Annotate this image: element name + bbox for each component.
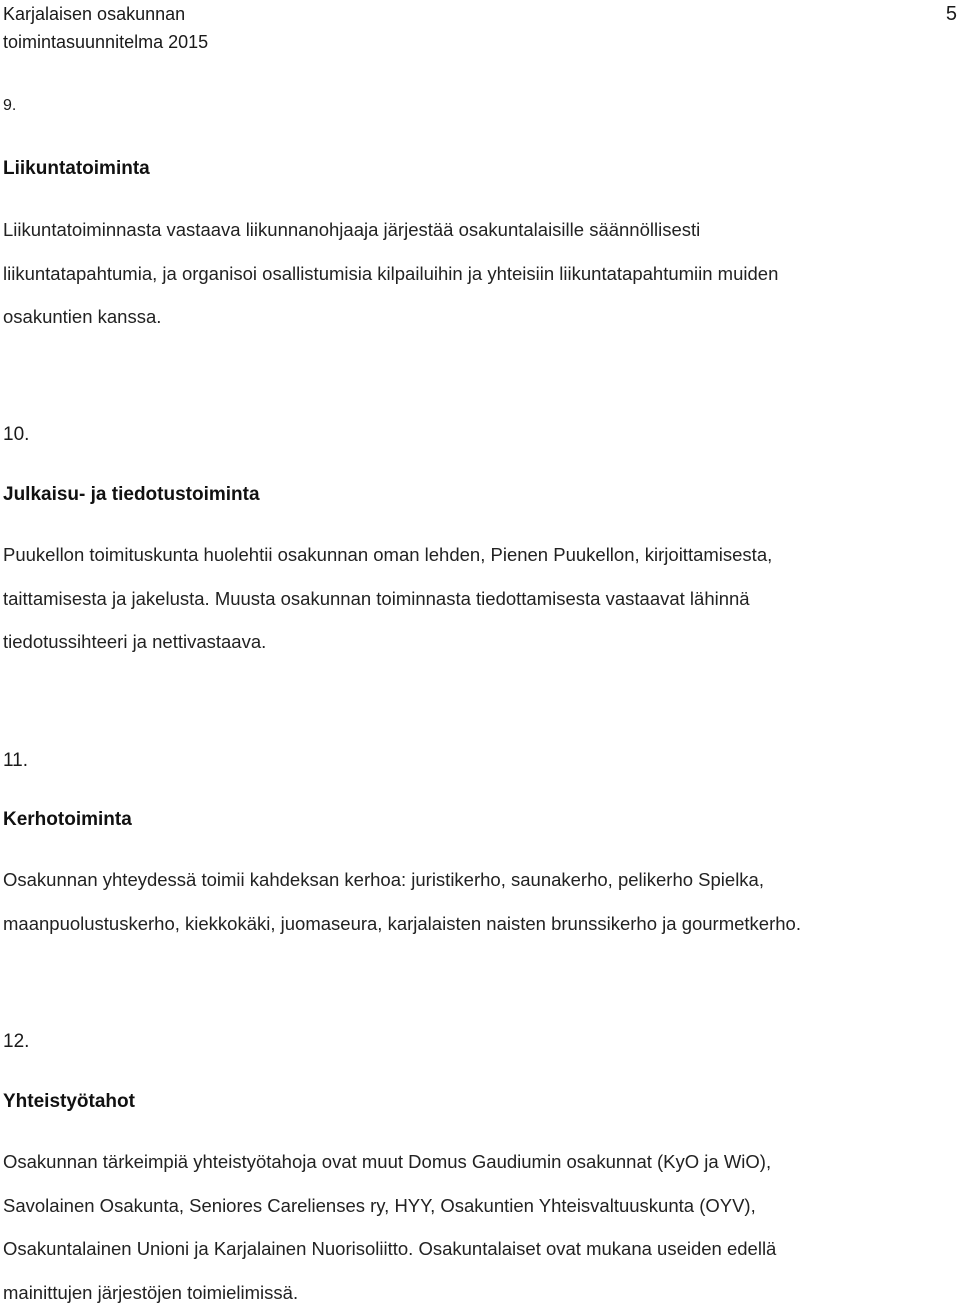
- section-paragraph: [3, 533, 953, 664]
- paragraph-line: taittamisesta ja jakelusta. Muusta osakunnan toiminnasta tiedottamisesta vastaavat lähinnä: [3, 577, 953, 621]
- paragraph-line: Liikuntatoiminnasta vastaava liikunnanohjaaja järjestää osakuntalaisille säännöllisesti: [3, 208, 953, 252]
- section-heading: Liikuntatoiminta: [3, 157, 953, 181]
- header-doc-title: toimintasuunnitelma 2015: [3, 28, 208, 56]
- section-number: 9.: [3, 97, 953, 115]
- paragraph-line: osakuntien kanssa.: [3, 295, 953, 339]
- section-paragraph: [3, 1140, 953, 1314]
- section-heading: Kerhotoiminta: [3, 808, 953, 832]
- section-paragraph: [3, 858, 953, 945]
- header-org-name: Karjalaisen osakunnan: [3, 0, 208, 28]
- document-header: [3, 0, 208, 56]
- paragraph-line: Osakunnan yhteydessä toimii kahdeksan kerhoa: juristikerho, saunakerho, pelikerho Spielka,: [3, 858, 953, 902]
- paragraph-line: tiedotussihteeri ja nettivastaava.: [3, 620, 953, 664]
- page-number: 5: [946, 0, 957, 28]
- paragraph-line: Osakunnan tärkeimpiä yhteistyötahoja ovat muut Domus Gaudiumin osakunnat (KyO ja WiO),: [3, 1140, 953, 1184]
- paragraph-line: liikuntatapahtumia, ja organisoi osallistumisia kilpailuihin ja yhteisiin liikuntatapahtumiin muiden: [3, 252, 953, 296]
- paragraph-line: mainittujen järjestöjen toimielimissä.: [3, 1271, 953, 1314]
- paragraph-line: Savolainen Osakunta, Seniores Carelienses ry, HYY, Osakuntien Yhteisvaltuuskunta (OYV),: [3, 1184, 953, 1228]
- section-paragraph: [3, 208, 953, 339]
- paragraph-line: Puukellon toimituskunta huolehtii osakunnan oman lehden, Pienen Puukellon, kirjoittamisesta,: [3, 533, 953, 577]
- section-number: 10.: [3, 423, 953, 447]
- paragraph-line: maanpuolustuskerho, kiekkokäki, juomaseura, karjalaisten naisten brunssikerho ja gourmetkerho.: [3, 902, 953, 946]
- section-heading: Yhteistyötahot: [3, 1090, 953, 1114]
- section-number: 11.: [3, 749, 953, 773]
- paragraph-line: Osakuntalainen Unioni ja Karjalainen Nuorisoliitto. Osakuntalaiset ovat mukana useiden edellä: [3, 1227, 953, 1271]
- section-heading: Julkaisu- ja tiedotustoiminta: [3, 483, 953, 507]
- section-number: 12.: [3, 1030, 953, 1054]
